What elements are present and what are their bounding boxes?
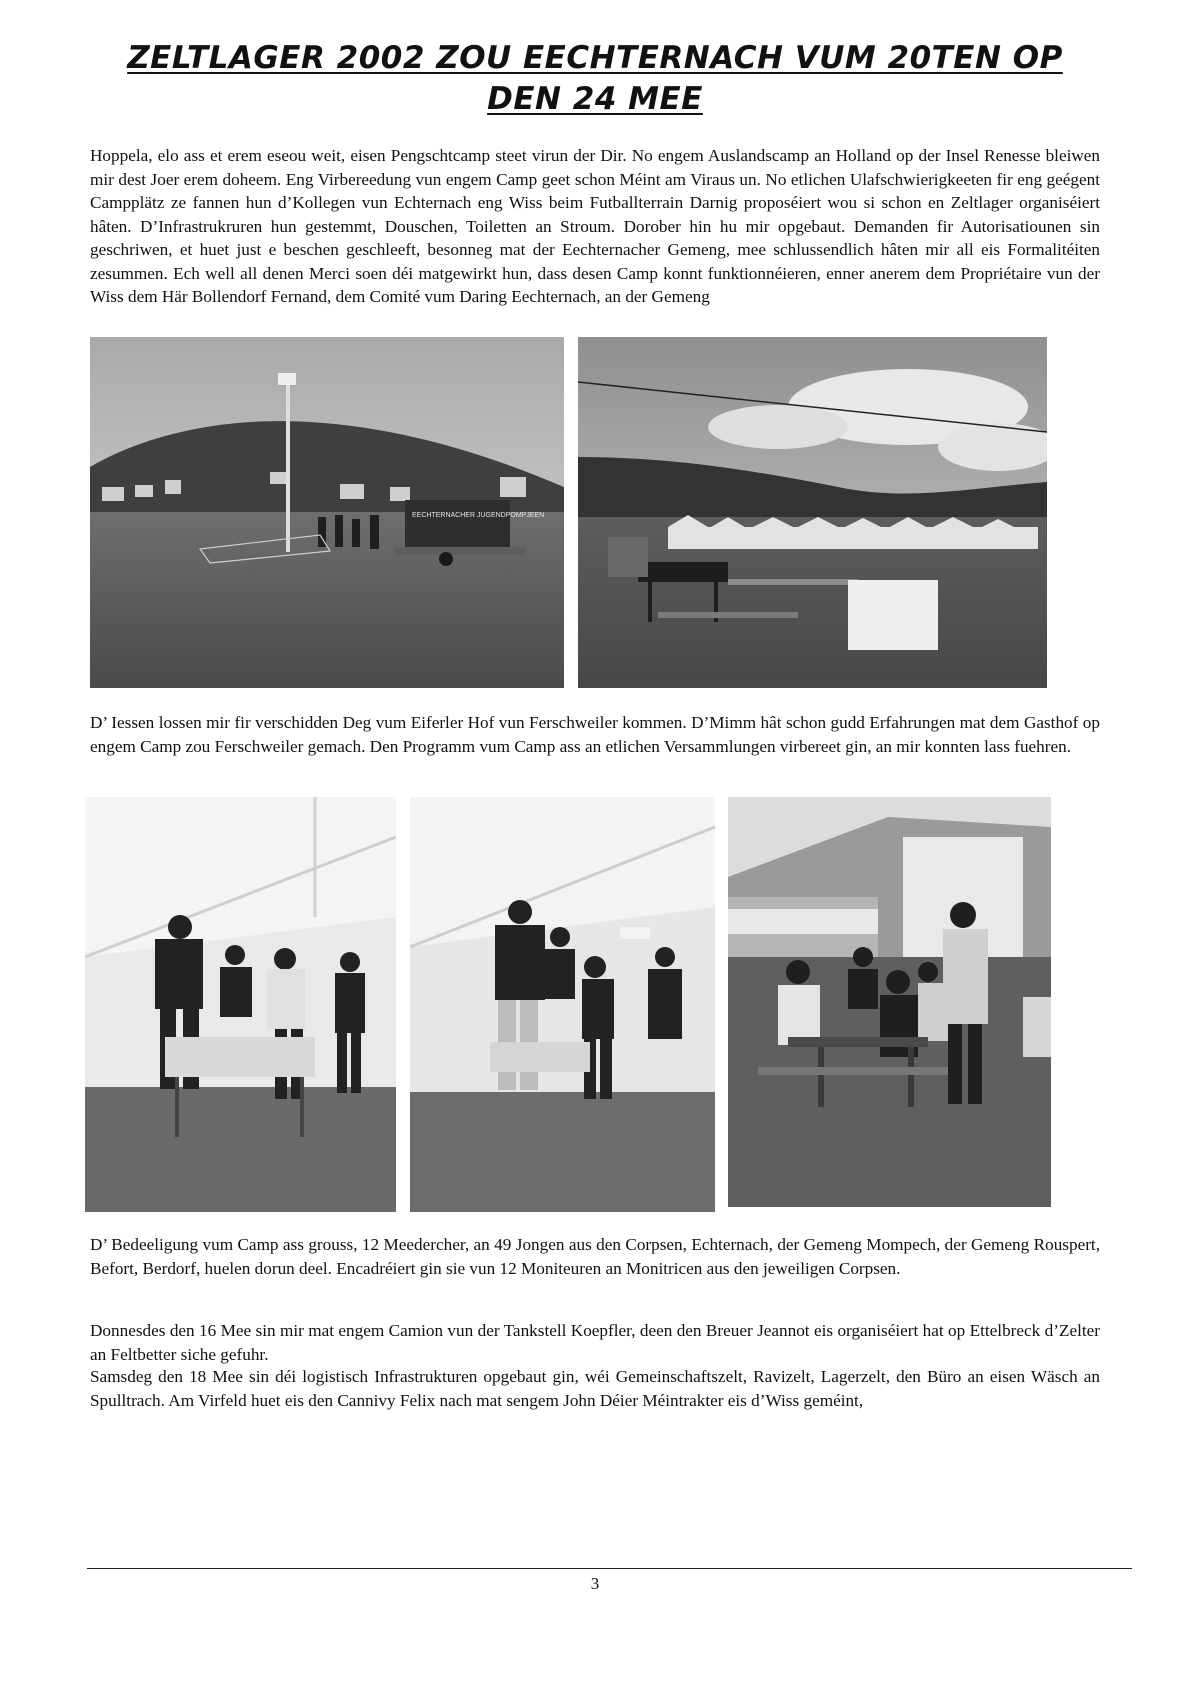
photo-field-trailer-image [90,337,564,688]
participation-paragraph: D’ Bedeeligung vum Camp ass grouss, 12 Meedercher, an 49 Jongen aus den Corpsen, Echternach, der Gemeng Mompech, der Gemeng Rouspert, Befort, Berdorf, huelen dorun deel. Encadréiert gin sie vun 12 Moniteuren an Monitricen aus den jeweiligen Corpsen. [90,1235,1100,1278]
photo-kids-eating [728,797,1051,1207]
photo-tents-meadow-image [578,337,1047,688]
transport-paragraph: Donnesdes den 16 Mee sin mir mat engem Camion vun der Tankstell Koepfler, deen den Breuer Jeannot eis organiséiert hat op Ettelbreck d’Zelter an Feltbetter siche gefuhr. [90,1321,1100,1364]
photo-kids-eating-image [728,797,1051,1207]
photo-tents-meadow [578,337,1047,688]
photo-tent-interior-1 [85,797,396,1212]
title-line-2: DEN 24 MEE [487,81,703,117]
photo-tent-interior-2 [410,797,715,1212]
photo-field-trailer [90,337,564,688]
trailer-sign-text: EECHTERNACHER JUGENDPOMPJEEN [412,512,545,519]
setup-paragraph: Samsdeg den 18 Mee sin déi logistisch Infrastrukturen opgebaut gin, wéi Gemeinschaftszelt, Ravizelt, Lagerzelt, den Büro an eisen Wäsch an Spulltrach. Am Virfeld huet eis den Cannivy Felix nach mat sengem John Déier Méintrakter eis d’Wiss geméint, [90,1367,1100,1410]
photo-tent-interior-1-image [85,797,396,1212]
photo-tent-interior-2-image [410,797,715,1212]
page-number: 3 [590,1574,600,1593]
food-paragraph: D’ Iessen lossen mir fir verschidden Deg vum Eiferler Hof vun Ferschweiler kommen. D’Mimm hât schon gudd Erfahrungen mat dem Gasthof op engem Camp zou Ferschweiler gemach. Den Programm vum Camp ass an etlichen Versammlungen virbereet gin, an mir konnten lass fuehren. [90,713,1100,756]
intro-paragraph: Hoppela, elo ass et erem eseou weit, eisen Pengschtcamp steet virun der Dir. No engem Auslandscamp an Holland op der Insel Renesse bleiwen mir dest Joer erem doheem. Eng Virbereedung vun engem Camp geet schon Méint am Viraus un. No etlichen Ulafschwierigkeeten fir eng geégent Campplätz ze fannen hun d’Kollegen vun Echternach eng Wiss beim Futballterrain Darnig proposéiert wou si schon en Zeltlager organiséiert hâten. D’Infrastrukruren hun gestemmt, Douschen, Toiletten an Stroum. Dorober hin hu mir opgebaut. Demanden fir Autorisatiounen sin geschriwen, et huet just e beschen geschleeft, besonneg mat der Eechternacher Gemeng, mee schlussendlich hâten mir all eis Formalitéiten zesummen. Ech well all denen Merci soen déi matgewirkt hun, dass desen Camp konnt funktionnéieren, enner anerem dem Propriétaire vun der Wiss dem Här Bollendorf Fernand, dem Comité vum Daring Eechternach, an der Gemeng [90,146,1100,306]
title-line-1: ZELTLAGER 2002 ZOU EECHTERNACH VUM 20TEN OP [127,40,1063,76]
footer-divider [87,1568,1132,1569]
page-title [90,38,1100,120]
